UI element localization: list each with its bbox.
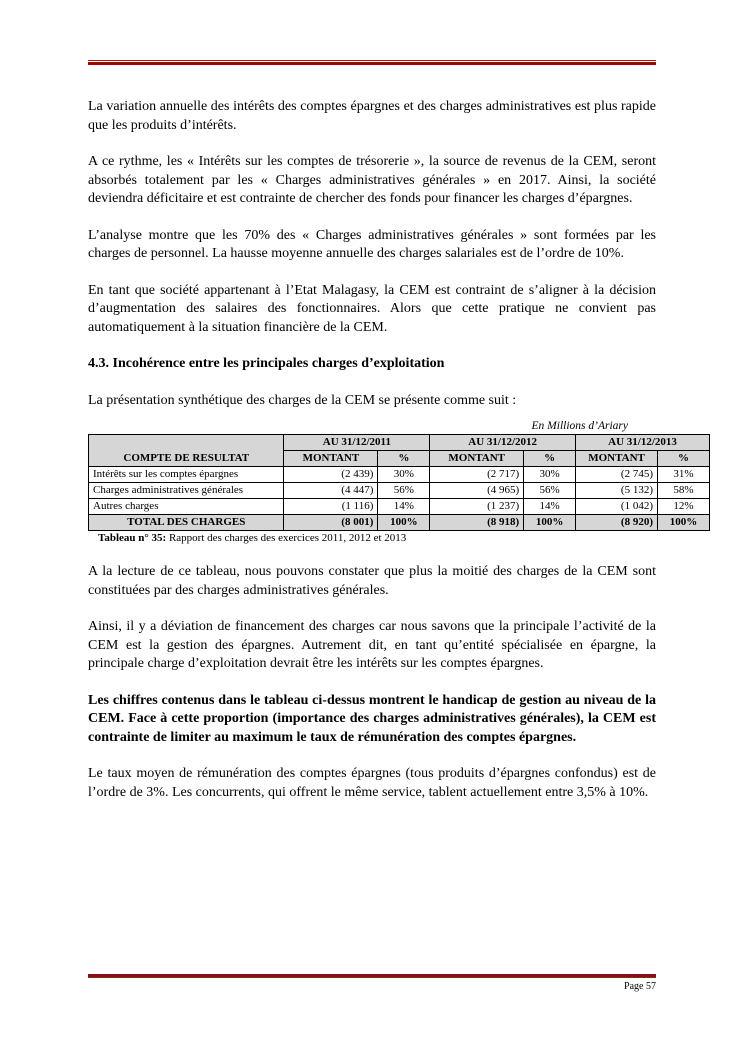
cell-montant: (1 116) xyxy=(284,499,378,515)
caption-label: Tableau n° 35: xyxy=(98,532,167,544)
paragraph-1: La variation annuelle des intérêts des comptes épargnes et des charges administratives est plus rapide que les produits d’intérêts. xyxy=(88,99,656,133)
cell-pct: 100% xyxy=(658,515,710,531)
row-label: Autres charges xyxy=(89,499,284,515)
cell-pct: 56% xyxy=(378,483,430,499)
header-pct: % xyxy=(658,451,710,467)
paragraph-7: Ainsi, il y a déviation de financement des charges car nous savons que la principale l’activité de la CEM est la gestion des épargnes. Autrement dit, en tant qu’entité spécialisée en épargne, la principale charge d’exploitation devrait être les intérêts sur les comptes épargnes. xyxy=(88,619,656,671)
caption-text: Rapport des charges des exercices 2011, 2012 et 2013 xyxy=(166,532,407,544)
section-heading: 4.3. Incohérence entre les principales charges d’exploitation xyxy=(88,356,445,371)
total-label: TOTAL DES CHARGES xyxy=(89,515,284,531)
footer-rule xyxy=(88,973,656,978)
table-row xyxy=(89,499,710,515)
header-period-2011: AU 31/12/2011 xyxy=(284,435,430,451)
cell-montant: (2 745) xyxy=(576,467,658,483)
table-row xyxy=(89,467,710,483)
cell-montant: (4 965) xyxy=(430,483,524,499)
cell-pct: 31% xyxy=(658,467,710,483)
cell-montant: (1 042) xyxy=(576,499,658,515)
cell-pct: 56% xyxy=(524,483,576,499)
row-label: Intérêts sur les comptes épargnes xyxy=(89,467,284,483)
paragraph-6: A la lecture de ce tableau, nous pouvons constater que plus la moitié des charges de la CEM sont constituées par des charges administratives générales. xyxy=(88,564,656,598)
header-period-2012: AU 31/12/2012 xyxy=(430,435,576,451)
header-pct: % xyxy=(524,451,576,467)
cell-pct: 100% xyxy=(524,515,576,531)
cell-pct: 12% xyxy=(658,499,710,515)
paragraph-5: La présentation synthétique des charges de la CEM se présente comme suit : xyxy=(88,392,517,408)
row-label: Charges administratives générales xyxy=(89,483,284,499)
cell-pct: 100% xyxy=(378,515,430,531)
cell-montant: (8 920) xyxy=(576,515,658,531)
header-compte: COMPTE DE RESULTAT xyxy=(89,435,284,467)
table-total-row xyxy=(89,515,710,531)
page-number: Page 57 xyxy=(624,981,656,992)
paragraph-9: Le taux moyen de rémunération des comptes épargnes (tous produits d’épargnes confondus) est de l’ordre de 3%. Les concurrents, qui offrent le même service, tablent actuellement entre 3,5% à 10%. xyxy=(88,766,656,800)
paragraph-8-emphasis: Les chiffres contenus dans le tableau ci-dessus montrent le handicap de gestion au niveau de la CEM. Face à cette proportion (importance des charges administratives générales), la CEM est contrainte de limiter au maximum le taux de rémunération des comptes épargnes. xyxy=(88,692,656,745)
cell-montant: (8 001) xyxy=(284,515,378,531)
header-montant: MONTANT xyxy=(576,451,658,467)
cell-montant: (8 918) xyxy=(430,515,524,531)
cell-pct: 30% xyxy=(524,467,576,483)
cell-pct: 30% xyxy=(378,467,430,483)
charges-table xyxy=(88,434,710,531)
cell-pct: 14% xyxy=(378,499,430,515)
header-pct: % xyxy=(378,451,430,467)
table-unit: En Millions d’Ariary xyxy=(531,420,628,432)
header-period-2013: AU 31/12/2013 xyxy=(576,435,710,451)
cell-pct: 14% xyxy=(524,499,576,515)
header-montant: MONTANT xyxy=(284,451,378,467)
cell-montant: (4 447) xyxy=(284,483,378,499)
paragraph-3: L’analyse montre que les 70% des « Charges administratives générales » sont formées par les charges de personnel. La hausse moyenne annuelle des charges salariales est de l’ordre de 10%. xyxy=(88,227,656,261)
page-content xyxy=(88,98,698,802)
paragraph-4: En tant que société appartenant à l’Etat Malagasy, la CEM est contraint de s’aligner à la décision d’augmentation des salaires des fonctionnaires. Alors que cette pratique ne convient pas automatiquement à la situation financière de la CEM. xyxy=(88,282,656,335)
table-row xyxy=(89,483,710,499)
paragraph-2: A ce rythme, les « Intérêts sur les comptes de trésorerie », la source de revenus de la CEM, seront absorbés totalement par les « Charges administratives générales » en 2017. Ainsi, la société deviendra déficitaire et est contrainte de chercher des fonds pour financer les charges d’épargnes. xyxy=(88,154,656,206)
cell-montant: (2 439) xyxy=(284,467,378,483)
cell-montant: (2 717) xyxy=(430,467,524,483)
table-caption xyxy=(88,532,656,545)
cell-pct: 58% xyxy=(658,483,710,499)
cell-montant: (1 237) xyxy=(430,499,524,515)
header-rule xyxy=(88,60,656,65)
cell-montant: (5 132) xyxy=(576,483,658,499)
header-montant: MONTANT xyxy=(430,451,524,467)
